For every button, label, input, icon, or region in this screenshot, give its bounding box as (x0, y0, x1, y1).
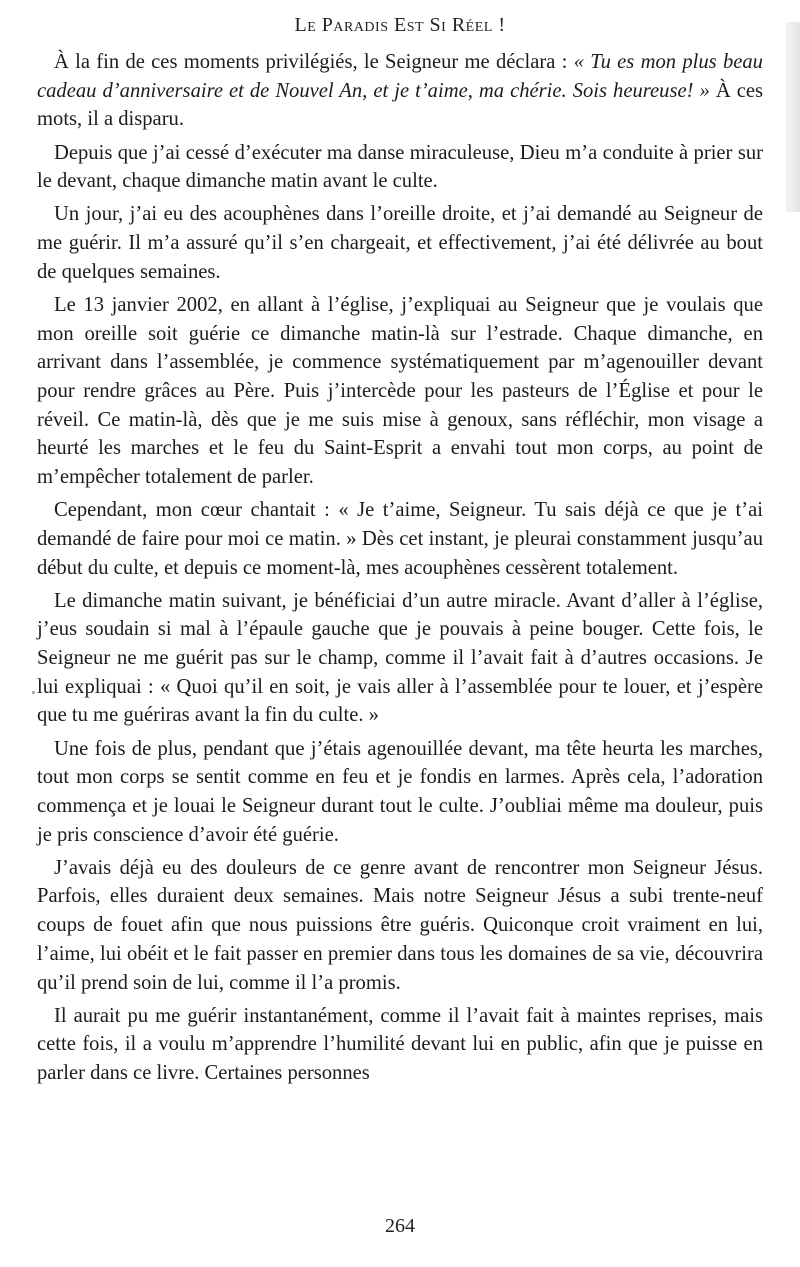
paragraph (37, 200, 763, 286)
paragraph (37, 735, 763, 850)
paragraph (37, 587, 763, 731)
paragraph-text: J’avais déjà eu des douleurs de ce genre avant de rencontrer mon Seigneur Jésus. Parfois, elles duraient deux semaines. Mais notre Seigneur Jésus a subi trente-neuf coups de fouet afin que nous puissions être guéris. Quiconque croit vraiment en lui, l’aime, lui obéit et le fait passer en premier dans tous les domaines de sa vie, découvrira qu’il prend soin de lui, comme il l’a promis. (37, 856, 763, 994)
paragraph (37, 48, 763, 134)
paragraph (37, 1002, 763, 1088)
paragraph-text: Il aurait pu me guérir instantanément, comme il l’avait fait à maintes reprises, mais cette fois, il a voulu m’apprendre l’humilité devant lui en public, afin que je puisse en parler dans ce livre. Certaines personnes (37, 1004, 763, 1085)
paragraph-text: À ces mots, il a disparu. (37, 79, 764, 131)
paragraph-text: Le 13 janvier 2002, en allant à l’église, j’expliquai au Seigneur que je voulais que mon oreille soit guérie ce dimanche matin-là sur l’estrade. Chaque dimanche, en arrivant dans l’assemblée, je commence systématiquement par m’agenouiller devant pour rendre grâces au Père. Puis j’intercède pour les pasteurs de l’Église et pour le réveil. Ce matin-là, dès que je me suis mise à genoux, sans réfléchir, mon visage a heurté les marches et le feu du Saint-Esprit a envahi tout mon corps, au point de m’empêcher totalement de parler. (37, 293, 763, 489)
paragraph (37, 854, 763, 998)
paragraph (37, 291, 763, 492)
paragraph-text: À la fin de ces moments privilégiés, le Seigneur me déclara : (54, 51, 574, 73)
paragraph-text: Une fois de plus, pendant que j’étais agenouillée devant, ma tête heurta les marches, tout mon corps se sentit comme en feu et je fondis en larmes. Après cela, l’adoration commença et je louai le Seigneur durant tout le culte. J’oubliai même ma douleur, puis je pris conscience d’avoir été guérie. (37, 737, 763, 846)
paragraph-text: Un jour, j’ai eu des acouphènes dans l’oreille droite, et j’ai demandé au Seigneur de me guérir. Il m’a assuré qu’il s’en chargeait, et effectivement, j’ai été délivrée au bout de quelques semaines. (37, 203, 763, 283)
scan-edge-shadow (786, 22, 800, 212)
paragraph (37, 139, 763, 196)
paragraph-text: Le dimanche matin suivant, je bénéficiai d’un autre miracle. Avant d’aller à l’église, j’eus soudain si mal à l’épaule gauche que je pouvais à peine bouger. Cette fois, le Seigneur ne me guérit pas sur le champ, comme il l’avait fait à d’autres occasions. Je lui expliquai : « Quoi qu’il en soit, je vais aller à l’assemblée pour te louer, et j’espère que tu me guériras avant la fin du culte. » (37, 589, 763, 727)
paragraph (37, 496, 763, 582)
paragraph-text: Cependant, mon cœur chantait : « Je t’aime, Seigneur. Tu sais déjà ce que je t’ai demandé de faire pour moi ce matin. » Dès cet instant, je pleurai constamment jusqu’au début du culte, et depuis ce moment-là, mes acouphènes cessèrent totalement. (37, 499, 763, 579)
paragraph-text: Depuis que j’ai cessé d’exécuter ma danse miraculeuse, Dieu m’a conduite à prier sur le devant, chaque dimanche matin avant le culte. (37, 141, 763, 193)
page-number: 264 (385, 1215, 415, 1237)
scan-speck (32, 691, 35, 694)
running-header: Le Paradis Est Si Réel ! (294, 14, 506, 36)
quote-text-italic: « Tu es mon plus beau cadeau d’anniversaire et de Nouvel An, et je t’aime, ma chérie. Sois heureuse! » (37, 51, 763, 102)
body-text (37, 48, 763, 1092)
